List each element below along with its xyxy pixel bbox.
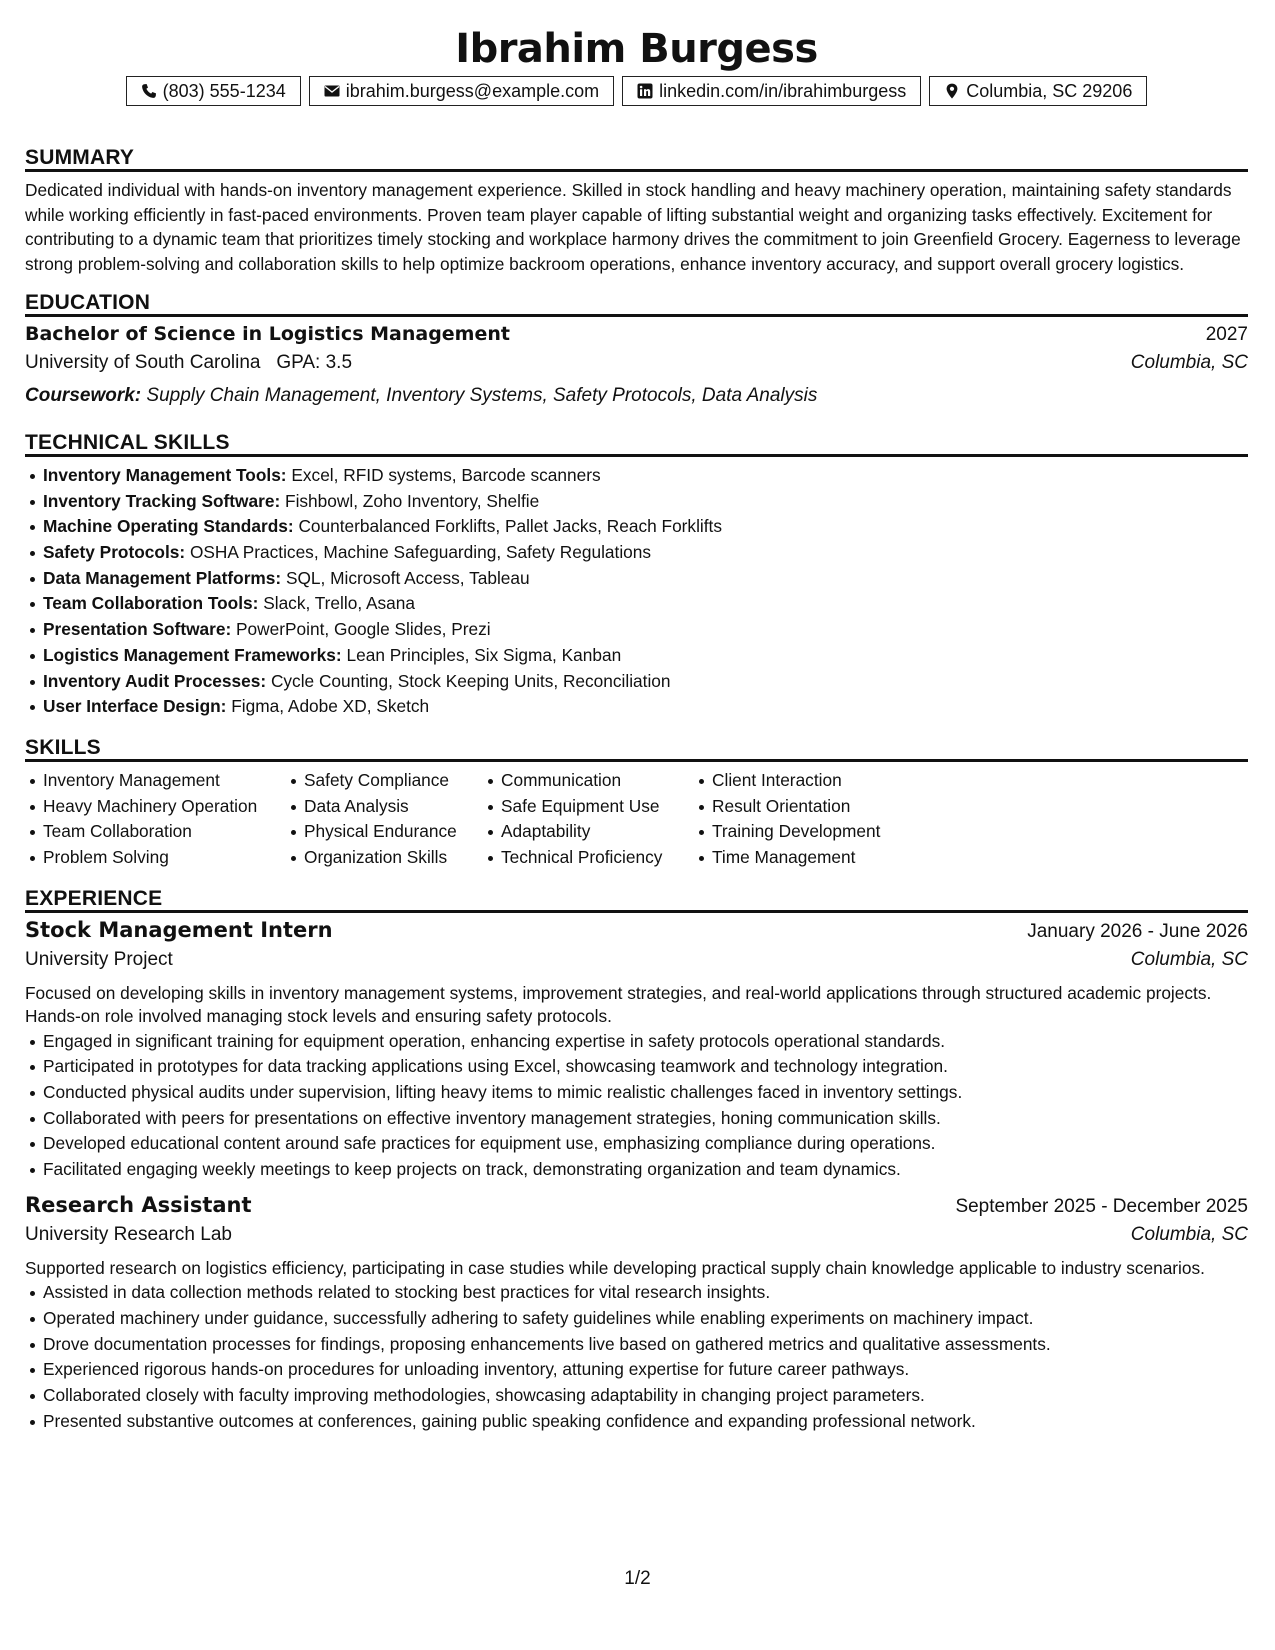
contact-phone [126,76,301,106]
technical-skill-value: Lean Principles, Six Sigma, Kanban [346,644,622,665]
education-section [25,289,1248,411]
contact-email-text: ibrahim.burgess@example.com [345,80,600,101]
skill-item: Safe Equipment Use [483,794,694,820]
technical-skill-item [25,489,1248,515]
skill-item: Time Management [694,845,894,871]
section-heading: TECHNICAL SKILLS [25,429,1248,457]
skill-item: Physical Endurance [286,819,483,845]
technical-skills-list [25,463,1248,720]
skill-item: Safety Compliance [286,768,483,794]
job-description: Focused on developing skills in inventory management systems, improvement strategies, and real-world applications through structured academic projects. Hands-on role involved managing stock levels and ensuring safety protocols. [25,982,1212,1027]
technical-skill-label: Logistics Management Frameworks: [43,644,342,665]
graduation-year: 2027 [1205,324,1248,345]
contact-location [929,76,1147,106]
technical-skill-value: Figma, Adobe XD, Sketch [231,696,430,717]
technical-skill-label: Presentation Software: [43,619,232,640]
technical-skill-item [25,694,1248,720]
job-bullet: Operated machinery under guidance, successfully adhering to safety guidelines while enabling experiments on machinery impact. [25,1306,1248,1332]
technical-skill-value: Excel, RFID systems, Barcode scanners [291,465,601,485]
technical-skill-item [25,591,1248,617]
job-bullet: Participated in prototypes for data tracking applications using Excel, showcasing teamwork and technology integration. [25,1054,1248,1080]
contact-linkedin-text: linkedin.com/in/ibrahimburgess [659,80,907,101]
job-dates: January 2026 - June 2026 [1027,920,1248,942]
skills-column [694,768,894,871]
job-location: Columbia, SC [1130,948,1248,970]
summary-section [25,144,1248,276]
contact-bar [25,76,1248,108]
job-org-row [25,1224,1248,1254]
envelope-icon [324,82,340,100]
section-heading: EXPERIENCE [25,885,1248,913]
technical-skill-item [25,643,1248,669]
technical-skill-label: Team Collaboration Tools: [43,593,259,614]
coursework-list: Supply Chain Management, Inventory Systems, Safety Protocols, Data Analysis [146,385,818,406]
contact-linkedin[interactable] [622,76,921,106]
education-degree-row [25,323,1248,352]
technical-skill-item [25,514,1248,540]
skill-item: Adaptability [483,819,694,845]
job-organization: University Research Lab [25,1223,232,1245]
skill-item: Inventory Management [25,768,286,794]
technical-skill-value: Cycle Counting, Stock Keeping Units, Reconciliation [270,670,671,691]
summary-text: Dedicated individual with hands-on inventory management experience. Skilled in stock handling and heavy machinery operation, maintaining safety standards while working efficiently in fast-paced environments. Proven team player capable of lifting substantial weight and organizing tasks effectively. Excitement for contributing to a dynamic team that prioritizes timely stocking and workplace harmony drives the commitment to join Greenfield Grocery. Eagerness to leverage strong problem-solving and collaboration skills to help optimize backroom operations, enhance inventory accuracy, and support overall grocery logistics. [25,180,1241,274]
linkedin-icon [637,82,653,100]
skill-item: Heavy Machinery Operation [25,794,286,820]
skill-item: Problem Solving [25,845,286,871]
technical-skill-value: OSHA Practices, Machine Safeguarding, Safety Regulations [189,542,652,563]
map-pin-icon [944,82,960,100]
job-bullet-list [25,1029,1248,1183]
coursework-label: Coursework: [25,385,142,406]
technical-skill-label: Data Management Platforms: [43,567,282,588]
technical-skill-label: Inventory Management Tools: [43,465,287,485]
experience-entry [25,918,1248,1183]
job-dates: September 2025 - December 2025 [955,1195,1248,1217]
resume-page [25,0,1248,1434]
technical-skill-item [25,463,1248,489]
experience-section [25,885,1248,1435]
job-title: Stock Management Intern [25,917,333,942]
technical-skills-section [25,429,1248,720]
technical-skill-label: Machine Operating Standards: [43,516,294,537]
skills-section [25,734,1248,871]
contact-location-text: Columbia, SC 29206 [966,80,1133,101]
section-heading: SKILLS [25,734,1248,762]
skill-item: Data Analysis [286,794,483,820]
job-bullet: Drove documentation processes for findings, proposing enhancements live based on gathered metrics and qualitative assessments. [25,1332,1248,1358]
skill-item: Technical Proficiency [483,845,694,871]
job-bullet: Presented substantive outcomes at conferences, gaining public speaking confidence and expanding professional network. [25,1409,1248,1435]
job-title: Research Assistant [25,1192,252,1217]
technical-skill-label: Inventory Tracking Software: [43,490,281,511]
technical-skill-label: Safety Protocols: [43,542,186,563]
school-and-gpa: University of South Carolina GPA: 3.5 [25,352,353,373]
job-bullet: Collaborated closely with faculty improving methodologies, showcasing adaptability in changing project parameters. [25,1383,1248,1409]
section-heading: SUMMARY [25,144,1248,172]
skill-item: Client Interaction [694,768,894,794]
skill-item: Result Orientation [694,794,894,820]
job-org-row [25,949,1248,979]
phone-icon [141,82,157,100]
technical-skill-item [25,669,1248,695]
technical-skill-value: PowerPoint, Google Slides, Prezi [236,619,491,640]
skill-item: Organization Skills [286,845,483,871]
job-bullet: Engaged in significant training for equipment operation, enhancing expertise in safety protocols operational standards. [25,1029,1248,1055]
degree-title: Bachelor of Science in Logistics Management [25,323,510,345]
job-bullet: Collaborated with peers for presentations on effective inventory management strategies, honing communication skills. [25,1106,1248,1132]
skills-column [286,768,483,871]
candidate-name: Ibrahim Burgess [455,26,818,72]
skill-item: Team Collaboration [25,819,286,845]
technical-skill-value: SQL, Microsoft Access, Tableau [285,567,530,588]
job-description: Supported research on logistics efficiency, participating in case studies while developing practical supply chain knowledge applicable to industry scenarios. [25,1257,1205,1278]
technical-skill-value: Counterbalanced Forklifts, Pallet Jacks, Reach Forklifts [298,516,722,537]
technical-skill-item [25,617,1248,643]
skills-column [483,768,694,871]
experience-entry [25,1193,1248,1435]
school-location: Columbia, SC [1130,352,1248,373]
experience-list [25,918,1248,1435]
job-organization: University Project [25,948,173,970]
skills-grid [25,768,1248,871]
section-heading: EDUCATION [25,289,1248,317]
technical-skill-item [25,540,1248,566]
skills-column [25,768,286,871]
technical-skill-label: Inventory Audit Processes: [43,670,267,691]
education-school-row [25,352,1248,381]
job-title-row [25,918,1248,949]
contact-email[interactable] [309,76,614,106]
page-number: 1/2 [624,1568,651,1589]
job-bullet-list [25,1280,1248,1434]
job-bullet: Facilitated engaging weekly meetings to keep projects on track, demonstrating organization and team dynamics. [25,1157,1248,1183]
skill-item: Training Development [694,819,894,845]
technical-skill-label: User Interface Design: [43,696,227,717]
technical-skill-value: Fishbowl, Zoho Inventory, Shelfie [285,490,540,511]
contact-phone-text: (803) 555-1234 [162,80,286,101]
coursework-line [25,381,1248,411]
job-bullet: Experienced rigorous hands-on procedures for unloading inventory, attuning expertise for future career pathways. [25,1357,1248,1383]
job-title-row [25,1193,1248,1224]
job-bullet: Developed educational content around safe practices for equipment use, emphasizing compliance during operations. [25,1131,1248,1157]
job-bullet: Assisted in data collection methods related to stocking best practices for vital research insights. [25,1280,1248,1306]
job-location: Columbia, SC [1130,1223,1248,1245]
skill-item: Communication [483,768,694,794]
technical-skill-item [25,566,1248,592]
technical-skill-value: Slack, Trello, Asana [263,593,415,614]
job-bullet: Conducted physical audits under supervision, lifting heavy items to mimic realistic challenges faced in inventory settings. [25,1080,1248,1106]
